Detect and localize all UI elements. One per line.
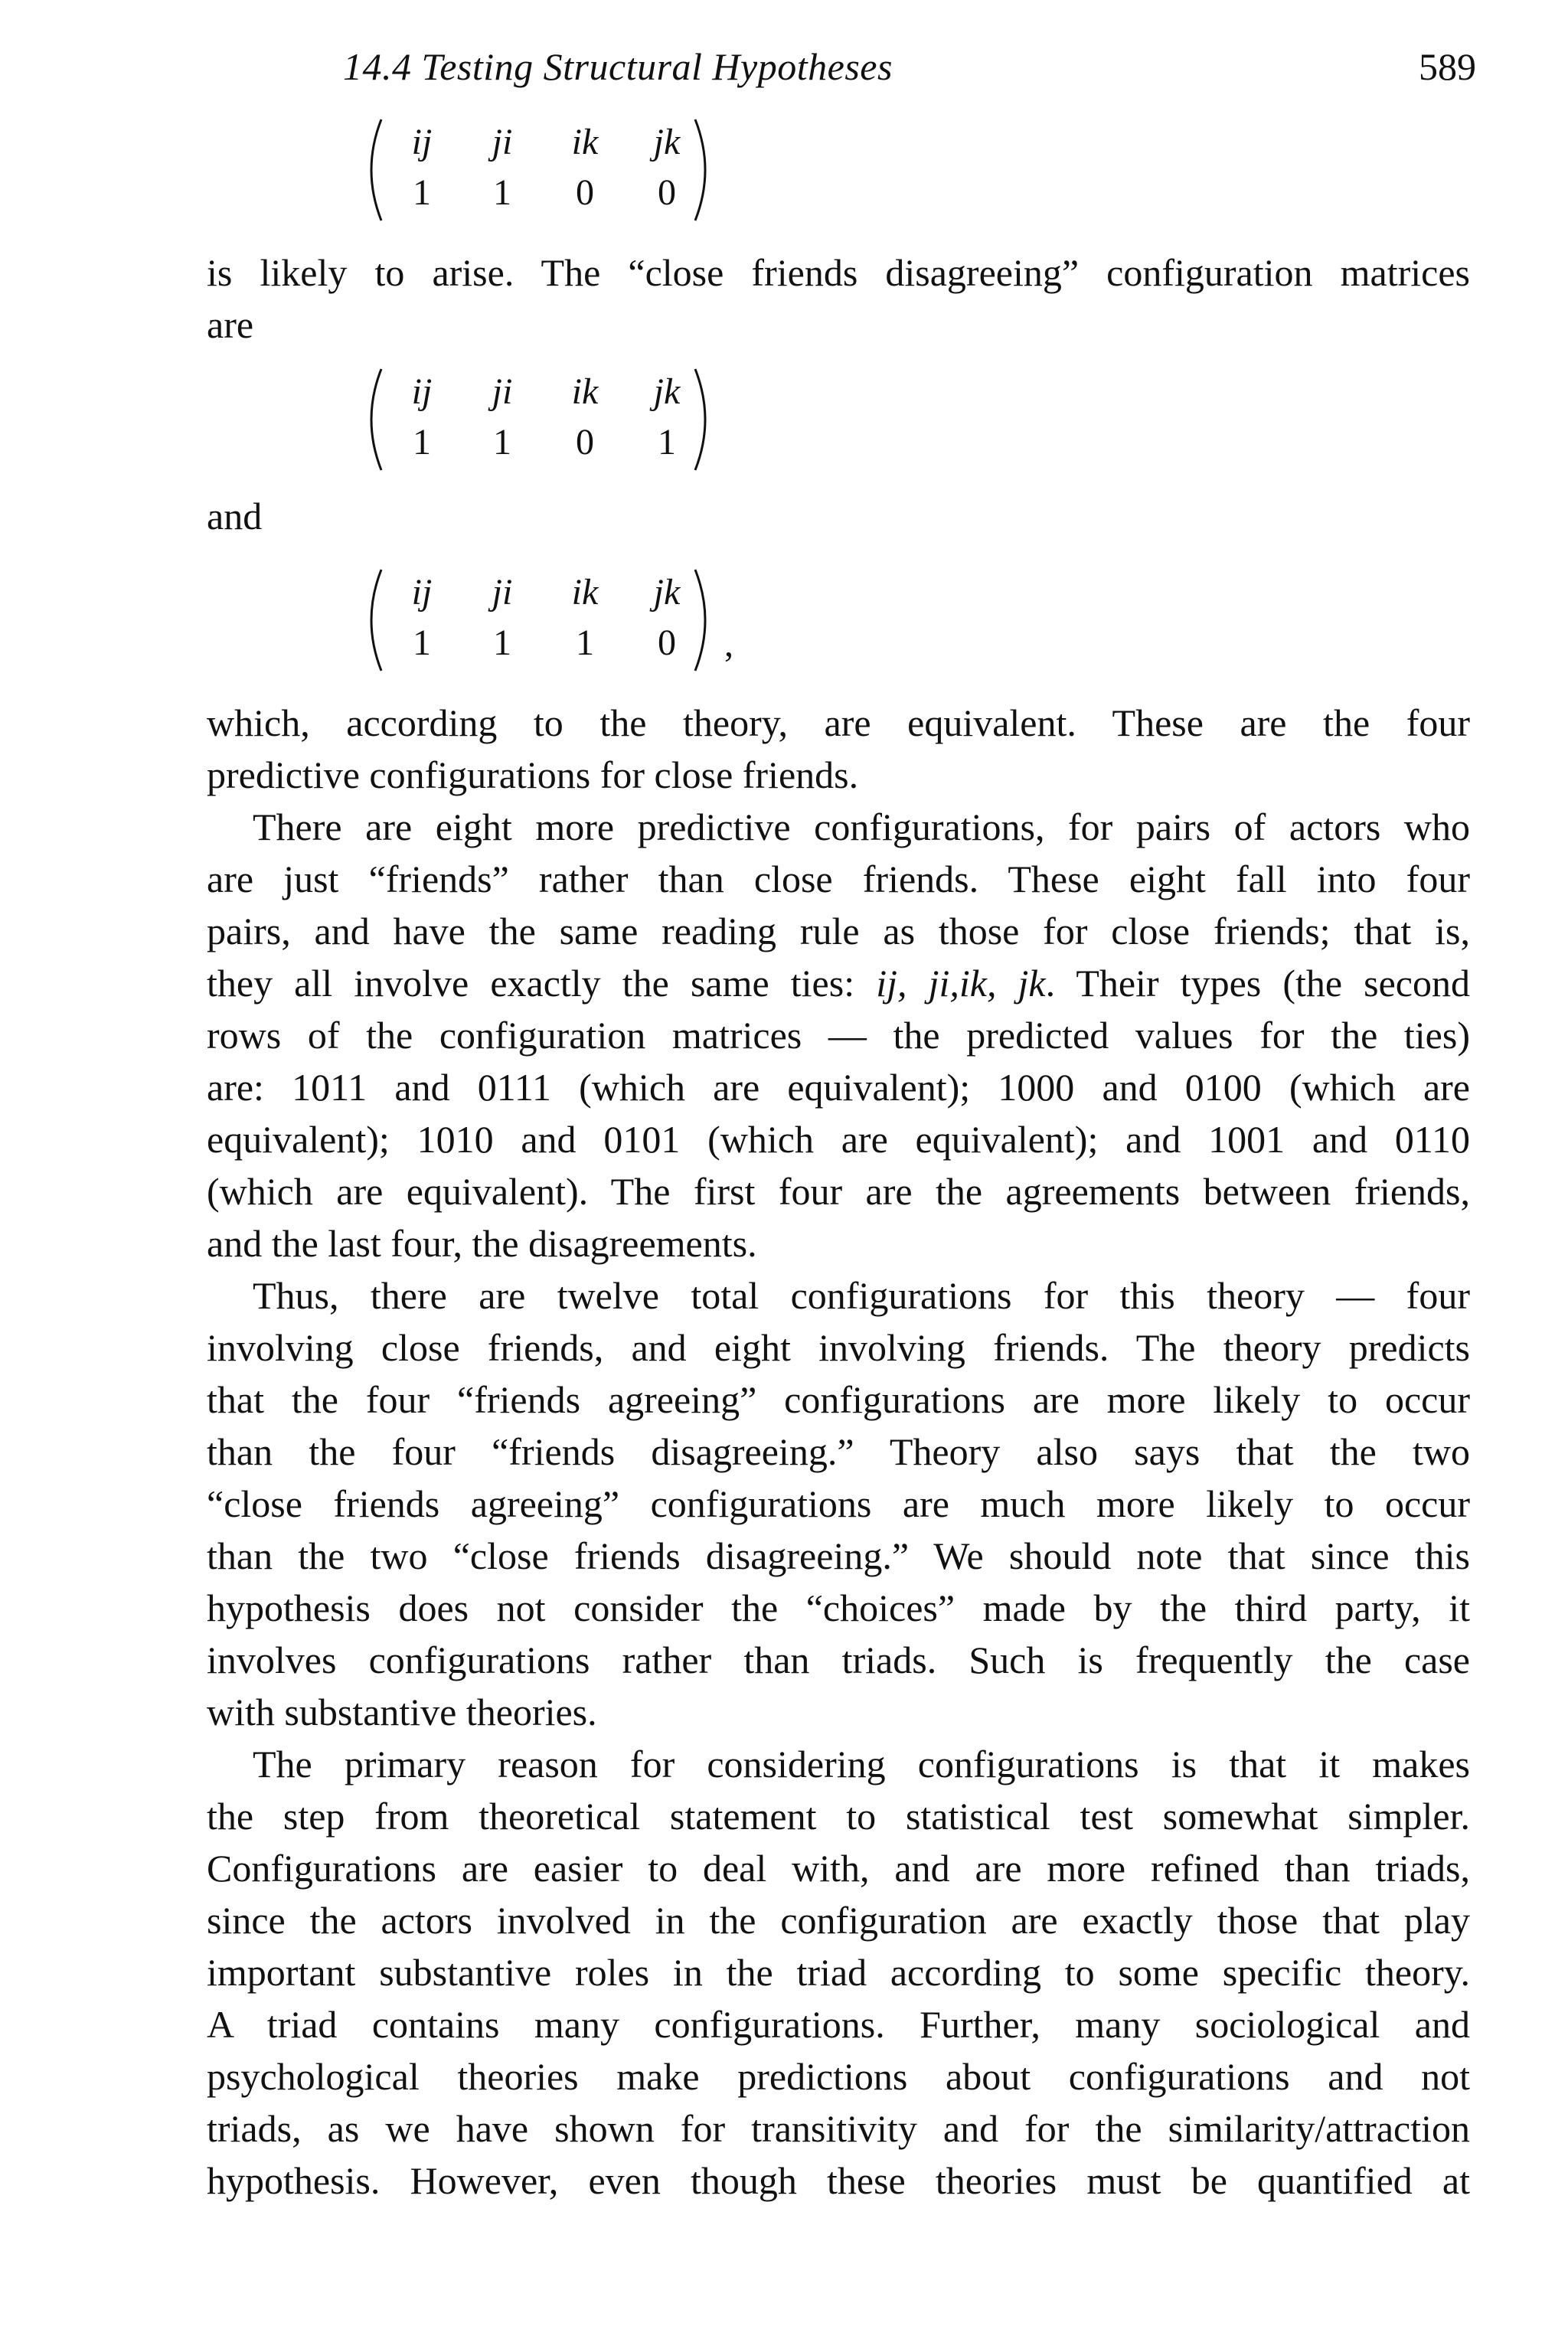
matrix-cell: ij xyxy=(411,122,433,162)
body-line: that the four “friends agreeing” configurations are more likely to occur xyxy=(207,1378,1470,1421)
configuration-matrix-3 xyxy=(358,567,733,674)
body-line: Configurations are easier to deal with, and are more refined than triads, xyxy=(207,1847,1470,1890)
configuration-matrix-1 xyxy=(358,116,718,224)
matrix-cell: 1 xyxy=(413,622,431,663)
matrix-cell: jk xyxy=(653,122,681,162)
matrix-trailing-comma: , xyxy=(724,624,733,665)
right-parenthesis-icon xyxy=(692,116,718,224)
body-line: pairs, and have the same reading rule as those for close friends; that is, xyxy=(207,910,1470,952)
body-line: hypothesis does not consider the “choices” made by the third party, it xyxy=(207,1586,1470,1629)
body-line: are xyxy=(207,303,254,346)
body-line: (which are equivalent). The first four are the agreements between friends, xyxy=(207,1170,1470,1213)
page-header xyxy=(343,44,1476,98)
body-line: hypothesis. However, even though these theories must be quantified at xyxy=(207,2159,1470,2202)
matrix-cell: 0 xyxy=(576,172,594,213)
body-line: are just “friends” rather than close friends. These eight fall into four xyxy=(207,858,1470,900)
right-parenthesis-icon xyxy=(692,567,718,674)
text-run: . Their types (the second xyxy=(1045,962,1470,1005)
page-number: 589 xyxy=(1419,45,1476,88)
matrix-value-row xyxy=(395,421,681,470)
body-line: with substantive theories. xyxy=(207,1691,597,1733)
matrix-cell: 1 xyxy=(493,622,511,663)
matrix-value-row xyxy=(395,622,681,671)
left-parenthesis-icon xyxy=(358,366,384,473)
body-line: the step from theoretical statement to statistical test somewhat simpler. xyxy=(207,1795,1470,1838)
matrix-cell: 1 xyxy=(413,172,431,213)
matrix-cell: ji xyxy=(492,371,513,412)
body-line: equivalent); 1010 and 0101 (which are equivalent); and 1001 and 0110 xyxy=(207,1118,1470,1161)
matrix-cell: 1 xyxy=(413,422,431,462)
matrix-cell: ji xyxy=(492,572,513,613)
matrix-cell: 1 xyxy=(493,422,511,462)
body-line: is likely to arise. The “close friends disagreeing” configuration matrices xyxy=(207,251,1470,294)
configuration-matrix-2 xyxy=(358,366,718,473)
matrix-cell: 0 xyxy=(576,422,594,462)
body-line: involves configurations rather than triads. Such is frequently the case xyxy=(207,1638,1470,1681)
body-line: than the four “friends disagreeing.” Theory also says that the two xyxy=(207,1430,1470,1473)
matrix-cell: jk xyxy=(653,572,681,613)
body-line xyxy=(207,960,1470,1006)
body-line: psychological theories make predictions about configurations and not xyxy=(207,2055,1470,2098)
body-line: which, according to the theory, are equivalent. These are the four xyxy=(207,701,1470,744)
body-line: The primary reason for considering configurations is that it makes xyxy=(253,1743,1470,1785)
body-line: There are eight more predictive configurations, for pairs of actors who xyxy=(253,805,1470,848)
body-line: “close friends agreeing” configurations are much more likely to occur xyxy=(207,1482,1470,1525)
text-run: they all involve exactly the same ties: xyxy=(207,962,877,1005)
body-line: Thus, there are twelve total configurations for this theory — four xyxy=(253,1274,1470,1317)
matrix-cell: ik xyxy=(571,122,599,162)
left-parenthesis-icon xyxy=(358,116,384,224)
matrix-cell: ji xyxy=(492,122,513,162)
matrix-header-row xyxy=(395,121,681,170)
body-line: A triad contains many configurations. Further, many sociological and xyxy=(207,2003,1470,2046)
body-line: important substantive roles in the triad according to some specific theory. xyxy=(207,1951,1470,1994)
matrix-cell: 0 xyxy=(658,172,676,213)
body-line: involving close friends, and eight involving friends. The theory predicts xyxy=(207,1326,1470,1369)
matrix-cell: 1 xyxy=(576,622,594,663)
body-line: predictive configurations for close friends. xyxy=(207,753,859,796)
running-head: 14.4 Testing Structural Hypotheses xyxy=(343,45,893,88)
left-parenthesis-icon xyxy=(358,567,384,674)
matrix-cell: 1 xyxy=(493,172,511,213)
matrix-cell: 1 xyxy=(658,422,676,462)
body-line: and xyxy=(207,495,263,537)
matrix-value-row xyxy=(395,172,681,221)
matrix-header-row xyxy=(395,371,681,420)
body-line: triads, as we have shown for transitivity and for the similarity/attraction xyxy=(207,2107,1470,2150)
ties-list: ij, ji,ik, jk xyxy=(876,962,1046,1005)
matrix-cell: ij xyxy=(411,572,433,613)
body-line: are: 1011 and 0111 (which are equivalent); 1000 and 0100 (which are xyxy=(207,1066,1470,1109)
body-line: than the two “close friends disagreeing.” We should note that since this xyxy=(207,1534,1470,1577)
body-line: since the actors involved in the configuration are exactly those that play xyxy=(207,1899,1470,1942)
right-parenthesis-icon xyxy=(692,366,718,473)
body-line: and the last four, the disagreements. xyxy=(207,1222,757,1265)
matrix-cell: 0 xyxy=(658,622,676,663)
matrix-cell: ik xyxy=(571,371,599,412)
body-line: rows of the configuration matrices — the predicted values for the ties) xyxy=(207,1014,1470,1057)
matrix-cell: jk xyxy=(653,371,681,412)
matrix-cell: ik xyxy=(571,572,599,613)
matrix-cell: ij xyxy=(411,371,433,412)
matrix-header-row xyxy=(395,571,681,620)
